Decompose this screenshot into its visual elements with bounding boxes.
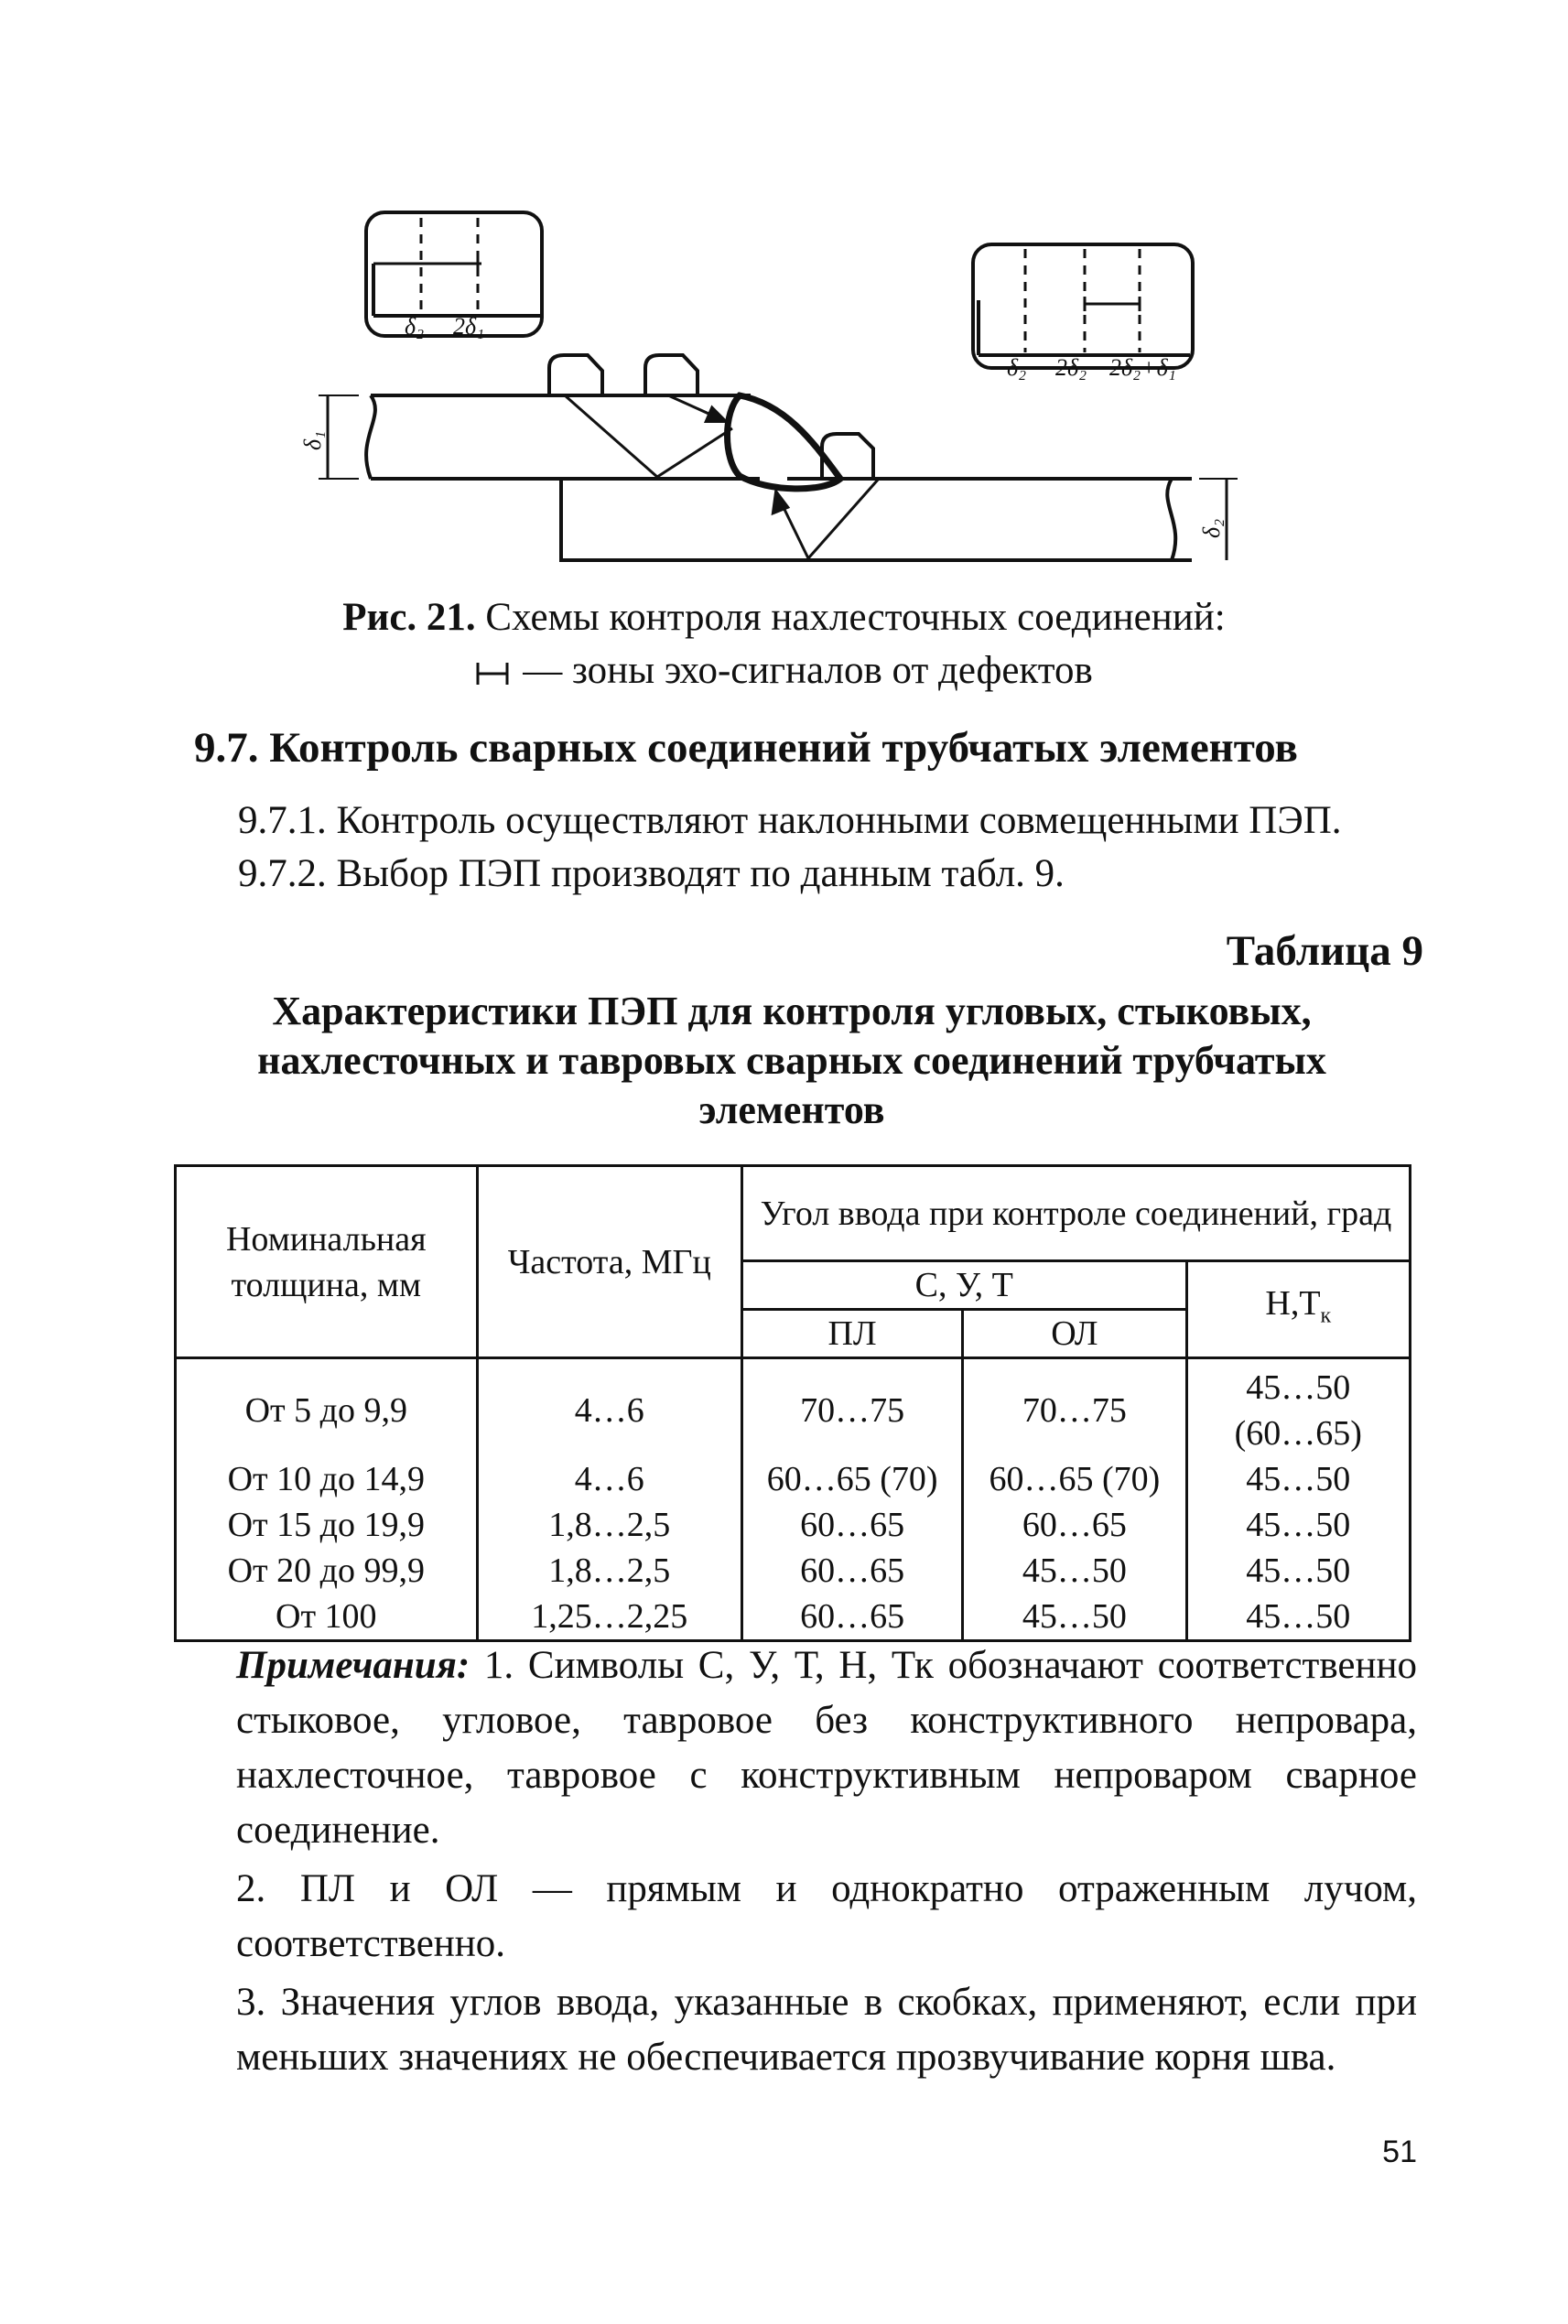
cell-pl: 60…65 [741, 1548, 962, 1594]
cell-nt: 45…50 [1186, 1594, 1410, 1641]
table-title [165, 987, 1419, 1135]
figure-caption-text: Схемы контроля нахлесточных соединений: [485, 596, 1226, 639]
scope-screen-right [973, 244, 1193, 368]
thickness-label-1: δ₁ [299, 430, 326, 450]
scope-right-label-3: 2δ₂+δ₁ [1109, 354, 1176, 381]
cell-nt: 45…50 [1186, 1456, 1410, 1502]
upper-plate [366, 395, 760, 479]
figure-caption-label: Рис. 21. [342, 596, 476, 639]
probe-3 [822, 434, 873, 479]
figure-legend-text: — зоны эхо-сигналов от дефектов [523, 649, 1093, 692]
page-number: 51 [1382, 2135, 1417, 2169]
note-2: 2. ПЛ и ОЛ — прямым и однократно отраженным лучом, соответственно. [236, 1867, 1417, 1965]
figure-caption [0, 595, 1568, 641]
lower-plate [561, 479, 1192, 560]
table-row [176, 1456, 1411, 1502]
header-thickness: Номинальная толщина, мм [176, 1166, 478, 1358]
header-nt-sub: к [1320, 1303, 1332, 1328]
header-ol: ОЛ [963, 1310, 1186, 1358]
note-1 [236, 1638, 1417, 1858]
table-row [176, 1548, 1411, 1594]
cell-pl: 60…65 (70) [741, 1456, 962, 1502]
cell-freq: 1,8…2,5 [477, 1548, 741, 1594]
scope-left-label-1: δ₂ [405, 313, 425, 340]
cell-nt [1186, 1358, 1410, 1457]
cell-nt-value: 45…50 [1246, 1368, 1351, 1407]
header-nt: $Н,Т_к$ [1186, 1261, 1410, 1358]
cell-thickness: От 20 до 99,9 [176, 1548, 478, 1594]
cell-freq: 4…6 [477, 1456, 741, 1502]
table-title-line-3: элементов [698, 1087, 885, 1132]
cell-freq: 1,8…2,5 [477, 1502, 741, 1548]
header-frequency: Частота, МГц [477, 1166, 741, 1358]
characteristics-table [174, 1164, 1411, 1642]
cell-ol: 45…50 [963, 1548, 1186, 1594]
section-heading: 9.7. Контроль сварных соединений трубчатых элементов [194, 724, 1298, 772]
paragraph-9-7-1: 9.7.1. Контроль осуществляют наклонными совмещенными ПЭП. [238, 799, 1342, 842]
table-title-line-1: Характеристики ПЭП для контроля угловых, стыковых, [272, 989, 1312, 1033]
cell-ol: 60…65 (70) [963, 1456, 1186, 1502]
figure-legend [0, 648, 1568, 694]
paragraph-9-7-2: 9.7.2. Выбор ПЭП производят по данным табл. 9. [238, 852, 1065, 895]
table-title-line-2: нахлесточных и тавровых сварных соединений трубчатых [257, 1038, 1326, 1083]
probe-2 [645, 355, 697, 395]
header-angle: Угол ввода при контроле соединений, град [741, 1166, 1410, 1261]
echo-zone-mark-icon [475, 660, 510, 687]
cell-pl: 60…65 [741, 1594, 962, 1641]
cell-freq: 1,25…2,25 [477, 1594, 741, 1641]
cell-pl: 70…75 [741, 1358, 962, 1457]
cell-nt-extra: (60…65) [1234, 1414, 1362, 1453]
cell-nt: 45…50 [1186, 1502, 1410, 1548]
scope-right-label-1: δ₂ [1007, 354, 1027, 381]
cell-ol: 45…50 [963, 1594, 1186, 1641]
cell-thickness: От 10 до 14,9 [176, 1456, 478, 1502]
probe-1 [549, 355, 602, 395]
cell-thickness: От 5 до 9,9 [176, 1358, 478, 1457]
notes-block [236, 1638, 1417, 2085]
table-row [176, 1358, 1411, 1457]
table-row [176, 1502, 1411, 1548]
header-pl: ПЛ [741, 1310, 962, 1358]
notes-label: Примечания: [236, 1644, 470, 1687]
cell-thickness: От 15 до 19,9 [176, 1502, 478, 1548]
table-row [176, 1594, 1411, 1641]
table-number: Таблица 9 [1226, 927, 1423, 975]
cell-ol: 60…65 [963, 1502, 1186, 1548]
cell-pl: 60…65 [741, 1502, 962, 1548]
cell-freq: 4…6 [477, 1358, 741, 1457]
note-3: 3. Значения углов ввода, указанные в скобках, применяют, если при меньших значениях не обеспечивается прозвучивание корня шва. [236, 1981, 1417, 2079]
cell-ol: 70…75 [963, 1358, 1186, 1457]
cell-thickness: От 100 [176, 1594, 478, 1641]
note-1-text: 1. Символы С, У, Т, Н, Тк обозначают соответственно стыковое, угловое, тавровое без конструктивного непровара, нахлесточное, тавровое с конструктивным непроваром сварное соединение. [236, 1644, 1417, 1852]
scope-left-label-2: 2δ₁ [453, 313, 485, 340]
thickness-label-2: δ₂ [1198, 518, 1225, 538]
scope-right-label-2: 2δ₂ [1055, 354, 1087, 381]
lap-joint-scheme-figure [275, 201, 1245, 577]
cell-nt: 45…50 [1186, 1548, 1410, 1594]
header-cut-group: С, У, Т [741, 1261, 1186, 1310]
